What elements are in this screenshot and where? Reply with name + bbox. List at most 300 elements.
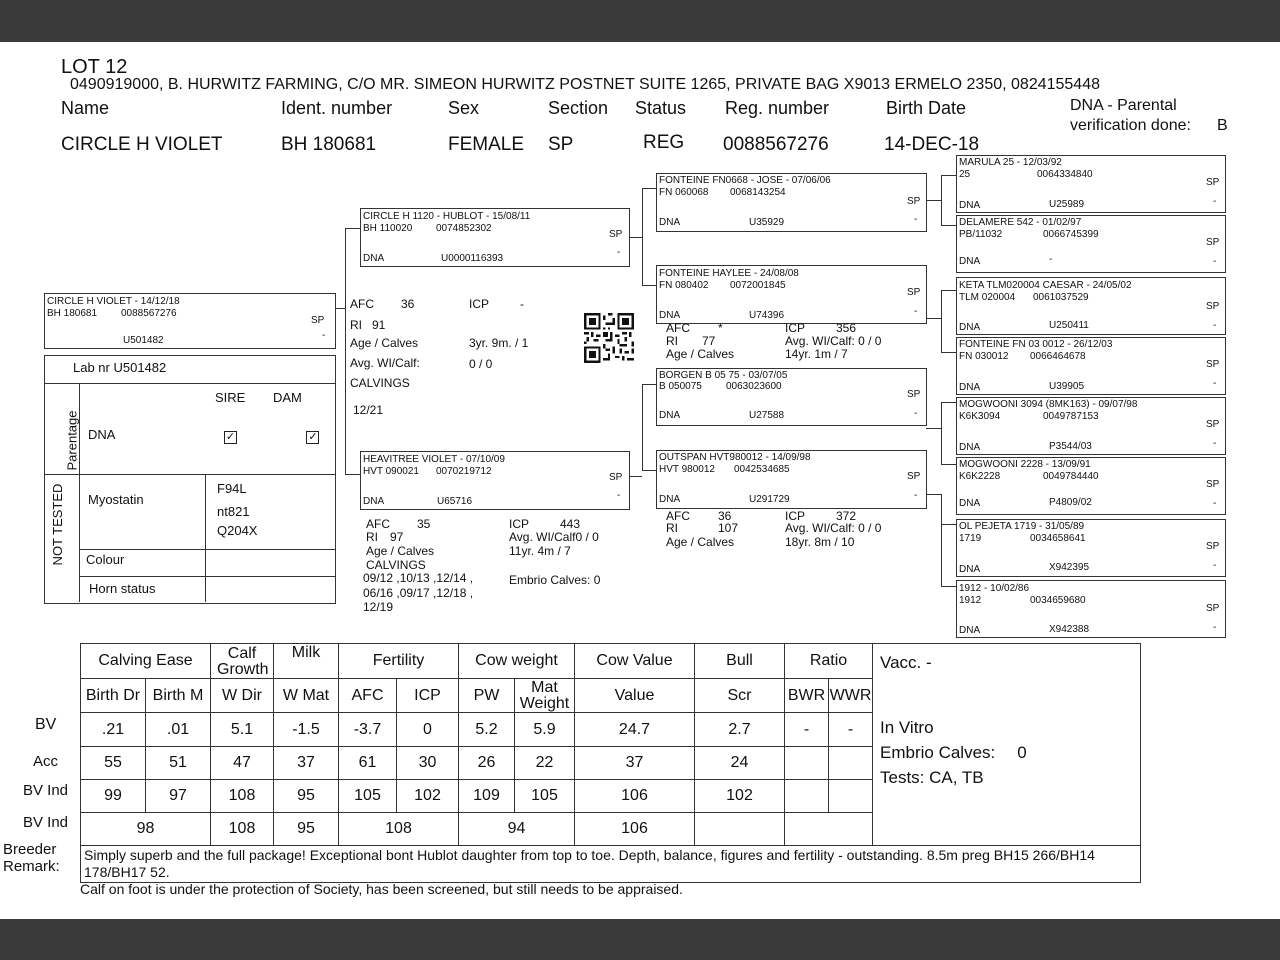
own-ri: 91 <box>372 318 386 332</box>
colour-label: Colour <box>86 552 125 567</box>
col-pw: PW <box>459 679 515 713</box>
group-cow-value: Cow Value <box>575 644 695 679</box>
ggp5-title: MOGWOONI 3094 (8MK163) - 09/07/98 <box>959 399 1138 410</box>
gd2-reg: 0042534685 <box>734 464 790 475</box>
connector <box>941 175 942 225</box>
ggp4-title: FONTEINE FN 03 0012 - 26/12/03 <box>959 339 1113 350</box>
ggp1-reg: 0064334840 <box>1037 169 1093 180</box>
header-section: Section <box>548 98 609 118</box>
ggp3-reg: 0061037529 <box>1033 292 1089 303</box>
connector <box>941 524 956 525</box>
gs1-title: FONTEINE FN0668 - JOSE - 07/06/06 <box>659 175 831 186</box>
bvind2-bull <box>695 813 785 846</box>
bvind-pw: 109 <box>459 780 515 813</box>
bvind2-calving-ease: 98 <box>81 813 211 846</box>
ggp-box-7 <box>956 519 1226 577</box>
gd2-dna-label: DNA <box>659 494 681 505</box>
ggp7-dash: - <box>1213 560 1217 571</box>
own-age-label: Age / Calves <box>350 336 419 350</box>
bv-scr: 2.7 <box>695 713 785 747</box>
footer-note: Calf on foot is under the protection of Society, has been screened, but still needs to be appraised. <box>80 881 683 897</box>
bv-birth-m: .01 <box>146 713 211 747</box>
myostatin-f94l: F94L <box>217 481 247 496</box>
lot-number: LOT 12 <box>61 56 128 78</box>
dam-age: 11yr. 4m / 7 <box>509 544 571 558</box>
ggp7-title: OL PEJETA 1719 - 31/05/89 <box>959 521 1085 532</box>
side-panel <box>873 644 1141 846</box>
ggp1-id: 25 <box>959 169 971 180</box>
ggp-box-5 <box>956 397 1226 455</box>
ggp6-dna: P4809/02 <box>1049 497 1092 508</box>
gd2-id: HVT 980012 <box>659 464 715 475</box>
divider <box>205 474 206 602</box>
ggp6-dash: - <box>1213 498 1217 509</box>
gs1-id: FN 060068 <box>659 187 709 198</box>
qr-code <box>583 313 635 363</box>
ggp7-sp: SP <box>1206 541 1220 552</box>
gd2-sp: SP <box>907 471 921 482</box>
bv-pw: 5.2 <box>459 713 515 747</box>
own-afc: 36 <box>401 297 415 311</box>
sire-dna: U0000116393 <box>441 253 504 264</box>
grandsire-1-box <box>656 173 927 232</box>
gd2-age: 18yr. 8m / 10 <box>785 535 855 549</box>
dam-embrio: Embrio Calves: 0 <box>509 573 601 587</box>
subject-dna: U501482 <box>123 335 164 346</box>
bv-wwr: - <box>829 713 873 747</box>
ggp8-title: 1912 - 10/02/86 <box>959 583 1030 594</box>
ggp-box-8 <box>956 580 1226 638</box>
acc-w-dir: 47 <box>211 747 274 780</box>
ggp5-reg: 0049787153 <box>1043 411 1099 422</box>
bvind-icp: 102 <box>397 780 459 813</box>
subject-sp: SP <box>311 315 325 326</box>
gs1-dna-label: DNA <box>659 217 681 228</box>
ggp8-dna: X942388 <box>1049 624 1090 635</box>
ggp-box-2 <box>956 215 1226 273</box>
breeder-label: Breeder <box>3 841 57 858</box>
ggp5-id: K6K3094 <box>959 411 1001 422</box>
sire-title: CIRCLE H 1120 - HUBLOT - 15/08/11 <box>363 211 531 222</box>
acc-wwr <box>829 747 873 780</box>
gd2-dna: U291729 <box>749 494 790 505</box>
gd1-ri: 77 <box>702 334 716 348</box>
dam-wi: Avg. WI/Calf0 / 0 <box>509 530 599 544</box>
header-birth: Birth Date <box>886 98 967 118</box>
gd2-afc: 36 <box>718 509 732 523</box>
gs2-dash: - <box>914 408 918 419</box>
bvind2-ratio <box>785 813 873 846</box>
granddam-1-box <box>656 265 927 324</box>
ggp7-reg: 0034658641 <box>1030 533 1086 544</box>
acc-afc: 61 <box>339 747 397 780</box>
col-value: Value <box>575 679 695 713</box>
dam-afc-label: AFC <box>366 517 390 531</box>
col-afc: AFC <box>339 679 397 713</box>
sire-pedigree-box <box>360 208 630 267</box>
header-dna-1: DNA - Parental <box>1070 97 1177 114</box>
header-sex: Sex <box>448 98 480 118</box>
ggp3-dna: U250411 <box>1049 320 1089 331</box>
bv-value: 24.7 <box>575 713 695 747</box>
lab-nr: Lab nr U501482 <box>73 360 167 375</box>
dam-afc: 35 <box>417 517 431 531</box>
lab-dna-label: DNA <box>88 427 116 442</box>
row-label-bv-ind: BV Ind <box>23 782 69 799</box>
own-wi: 0 / 0 <box>469 357 493 371</box>
myostatin-label: Myostatin <box>88 492 144 507</box>
ggp2-dna: - <box>1049 254 1053 265</box>
subject-id: BH 180681 <box>47 308 98 319</box>
animal-section: SP <box>548 134 574 155</box>
breeder-remark: Simply superb and the full package! Exceptional bont Hublot daughter from top to toe. Depth, balance, figures and fertility - outstanding. 8.5m preg BH15 266/BH14 178/BH17 52. <box>81 846 1141 883</box>
gd1-wi: Avg. WI/Calf: 0 / 0 <box>785 334 882 348</box>
connector <box>941 402 942 464</box>
bvind2-calf-growth: 108 <box>211 813 274 846</box>
col-birth-m: Birth M <box>146 679 211 713</box>
gd2-title: OUTSPAN HVT980012 - 14/09/98 <box>659 452 811 463</box>
connector <box>941 290 942 352</box>
own-icp: - <box>520 297 524 311</box>
bvind-mat-weight: 105 <box>515 780 575 813</box>
own-age: 3yr. 9m. / 1 <box>469 336 529 350</box>
ggp-box-1 <box>956 155 1226 213</box>
group-calf-growth-text: Calf Growth <box>217 645 269 678</box>
ggp2-title: DELAMERE 542 - 01/02/97 <box>959 217 1082 228</box>
ggp8-dna-label: DNA <box>959 625 981 636</box>
gd2-dash: - <box>914 490 918 501</box>
ggp1-dna: U25989 <box>1049 199 1085 210</box>
gd1-afc-label: AFC <box>666 321 690 335</box>
header-status: Status <box>635 98 687 118</box>
gd2-wi: Avg. WI/Calf: 0 / 0 <box>785 521 882 535</box>
parentage-label: Parentage <box>64 410 80 471</box>
embrio-calves-row <box>880 740 1140 765</box>
own-calvings-label: CALVINGS <box>350 376 410 390</box>
connector <box>926 428 941 429</box>
bv-mat-weight: 5.9 <box>515 713 575 747</box>
header-reg: Reg. number <box>725 98 830 118</box>
connector <box>629 237 642 238</box>
gd1-sp: SP <box>907 287 921 298</box>
ggp4-id: FN 030012 <box>959 351 1009 362</box>
remark-label: Remark: <box>3 858 60 875</box>
own-icp-label: ICP <box>469 297 490 311</box>
sire-dna-label: DNA <box>363 253 385 264</box>
granddam-2-box <box>656 450 927 509</box>
top-bar <box>0 0 1280 42</box>
ggp3-dna-label: DNA <box>959 322 981 333</box>
dam-dna: U65716 <box>437 496 473 507</box>
header-ident: Ident. number <box>281 98 393 118</box>
connector <box>941 352 956 353</box>
ggp6-reg: 0049784440 <box>1043 471 1099 482</box>
not-tested-label: NOT TESTED <box>50 483 65 566</box>
gs2-dna: U27588 <box>749 410 785 421</box>
ggp1-title: MARULA 25 - 12/03/92 <box>959 157 1062 168</box>
ggp3-id: TLM 020004 <box>959 292 1016 303</box>
gd1-afc: * <box>718 321 723 335</box>
gs1-dna: U35929 <box>749 217 785 228</box>
dam-ri-label: RI <box>366 530 378 544</box>
gd2-ri-label: RI <box>666 521 678 535</box>
connector <box>642 470 656 471</box>
gd2-age-label: Age / Calves <box>666 535 735 549</box>
gs2-sp: SP <box>907 389 921 400</box>
gd2-afc-label: AFC <box>666 509 690 523</box>
gd1-icp: 356 <box>836 321 857 335</box>
row-label-bv: BV <box>35 716 57 733</box>
bvind-birth-m: 97 <box>146 780 211 813</box>
ggp8-id: 1912 <box>959 595 982 606</box>
bv-birth-dr: .21 <box>81 713 146 747</box>
col-mat-weight <box>515 679 575 713</box>
ggp1-sp: SP <box>1206 177 1220 188</box>
ggp-box-6 <box>956 457 1226 515</box>
gs1-dash: - <box>914 214 918 225</box>
bvind2-milk: 95 <box>274 813 339 846</box>
dna-verified-value: B <box>1217 117 1228 134</box>
gd1-title: FONTEINE HAYLEE - 24/08/08 <box>659 268 799 279</box>
ggp5-dna-label: DNA <box>959 442 981 453</box>
connector <box>629 476 642 477</box>
gs1-sp: SP <box>907 196 921 207</box>
sire-sp: SP <box>609 229 623 240</box>
divider <box>44 474 335 475</box>
gd1-icp-label: ICP <box>785 321 806 335</box>
gd1-age-label: Age / Calves <box>666 347 735 361</box>
ggp2-id: PB/11032 <box>959 229 1003 240</box>
connector <box>926 494 941 495</box>
own-calvings: 12/21 <box>353 403 384 417</box>
connector <box>926 318 941 319</box>
embrio-calves-value: 0 <box>1017 743 1027 762</box>
ggp6-title: MOGWOONI 2228 - 13/09/91 <box>959 459 1091 470</box>
ggp2-sp: SP <box>1206 237 1220 248</box>
connector <box>941 586 956 587</box>
tests: Tests: CA, TB <box>880 768 984 787</box>
connector <box>345 228 346 474</box>
ggp5-dna: P3544/03 <box>1049 441 1092 452</box>
animal-ident: BH 180681 <box>281 134 377 155</box>
bvind-w-dir: 108 <box>211 780 274 813</box>
col-scr: Scr <box>695 679 785 713</box>
sire-reg: 0074852302 <box>436 223 492 234</box>
dam-calvings-1: 09/12 ,10/13 ,12/14 , <box>363 571 474 585</box>
ggp7-dna-label: DNA <box>959 564 981 575</box>
gd1-dna-label: DNA <box>659 310 681 321</box>
connector <box>642 384 656 385</box>
col-bwr: BWR <box>785 679 829 713</box>
gs2-reg: 0063023600 <box>726 381 782 392</box>
group-ratio: Ratio <box>785 644 873 679</box>
bv-bwr: - <box>785 713 829 747</box>
bv-w-dir: 5.1 <box>211 713 274 747</box>
divider <box>79 576 335 577</box>
bv-afc: -3.7 <box>339 713 397 747</box>
connector <box>345 228 360 229</box>
gd1-dash: - <box>914 306 918 317</box>
col-birth-dr: Birth Dr <box>81 679 146 713</box>
ggp1-dash: - <box>1213 196 1217 207</box>
bvind-afc: 105 <box>339 780 397 813</box>
ggp4-dash: - <box>1213 378 1217 389</box>
ggp6-id: K6K2228 <box>959 471 1001 482</box>
ggp4-dna: U39905 <box>1049 381 1085 392</box>
gd2-icp: 372 <box>836 509 857 523</box>
group-milk: Milk <box>274 644 339 679</box>
dam-reg: 0070219712 <box>436 466 492 477</box>
dam-calvings-3: 12/19 <box>363 600 394 614</box>
ggp2-dna-label: DNA <box>959 256 981 267</box>
dam-calvings-label: CALVINGS <box>366 558 426 572</box>
bvind2-cow-value: 106 <box>575 813 695 846</box>
acc-birth-m: 51 <box>146 747 211 780</box>
ggp7-dna: X942395 <box>1049 562 1090 573</box>
connector <box>642 188 656 189</box>
ggp8-sp: SP <box>1206 603 1220 614</box>
connector <box>941 494 942 586</box>
grandsire-2-box <box>656 368 927 426</box>
owner-line: 0490919000, B. HURWITZ FARMING, C/O MR. SIMEON HURWITZ POSTNET SUITE 1265, PRIVATE BAG X9013 ERMELO 2350, 0824155448 <box>70 76 1100 93</box>
ggp3-dash: - <box>1213 320 1217 331</box>
animal-sex: FEMALE <box>448 134 525 155</box>
bv-w-mat: -1.5 <box>274 713 339 747</box>
acc-pw: 26 <box>459 747 515 780</box>
gd1-age: 14yr. 1m / 7 <box>785 347 848 361</box>
sire-id: BH 110020 <box>363 223 413 234</box>
subject-title: CIRCLE H VIOLET - 14/12/18 <box>47 296 180 307</box>
dam-ri: 97 <box>390 530 404 544</box>
row-label-bv-ind-2: BV Ind <box>23 814 69 831</box>
group-calving-ease: Calving Ease <box>81 644 211 679</box>
col-w-dir: W Dir <box>211 679 274 713</box>
animal-birth: 14-DEC-18 <box>884 134 980 155</box>
myostatin-nt821: nt821 <box>217 504 250 519</box>
header-name: Name <box>61 98 110 118</box>
acc-birth-dr: 55 <box>81 747 146 780</box>
gd1-reg: 0072001845 <box>730 280 786 291</box>
ggp2-dash: - <box>1213 256 1217 267</box>
connector <box>941 290 956 291</box>
dam-sp: SP <box>609 472 623 483</box>
gs2-id: B 050075 <box>659 381 702 392</box>
bv-icp: 0 <box>397 713 459 747</box>
subject-dash: - <box>322 330 326 341</box>
ggp6-sp: SP <box>1206 479 1220 490</box>
connector <box>345 474 360 475</box>
animal-reg: 0088567276 <box>723 134 829 155</box>
animal-name: CIRCLE H VIOLET <box>61 134 223 155</box>
dam-age-label: Age / Calves <box>366 544 435 558</box>
dam-dna-checkbox: ✓ <box>308 431 318 443</box>
lab-dam-header: DAM <box>273 390 302 405</box>
gs2-dna-label: DNA <box>659 410 681 421</box>
ggp2-reg: 0066745399 <box>1043 229 1099 240</box>
ggp-box-4 <box>956 337 1226 395</box>
acc-bwr <box>785 747 829 780</box>
dam-dash: - <box>617 490 621 501</box>
group-calf-growth <box>211 644 274 679</box>
divider <box>79 549 335 550</box>
own-afc-label: AFC <box>350 297 374 311</box>
col-wwr: WWR <box>829 679 873 713</box>
ggp8-dash: - <box>1213 622 1217 633</box>
row-label-acc: Acc <box>33 753 59 770</box>
dam-calvings-2: 06/16 ,09/17 ,12/18 , <box>363 586 474 600</box>
in-vitro: In Vitro <box>880 718 934 737</box>
gd1-id: FN 080402 <box>659 280 709 291</box>
breeding-values-table <box>80 643 1141 883</box>
ggp4-dna-label: DNA <box>959 382 981 393</box>
bvind-birth-dr: 99 <box>81 780 146 813</box>
ggp6-dna-label: DNA <box>959 498 981 509</box>
ggp3-sp: SP <box>1206 301 1220 312</box>
group-cow-weight: Cow weight <box>459 644 575 679</box>
horn-status-label: Horn status <box>89 581 156 596</box>
ggp4-reg: 0066464678 <box>1030 351 1086 362</box>
connector <box>941 175 956 176</box>
ggp-box-3 <box>956 277 1226 335</box>
connector <box>335 308 345 309</box>
gd2-ri: 107 <box>718 521 739 535</box>
col-mat-weight-text: Mat Weight <box>519 678 570 712</box>
dam-icp-label: ICP <box>509 517 530 531</box>
acc-value: 37 <box>575 747 695 780</box>
ggp3-title: KETA TLM020004 CAESAR - 24/05/02 <box>959 280 1132 291</box>
subject-reg: 0088567276 <box>121 308 177 319</box>
dam-id: HVT 090021 <box>363 466 419 477</box>
divider <box>44 383 335 384</box>
dam-title: HEAVITREE VIOLET - 07/10/09 <box>363 454 505 465</box>
dam-dna-label: DNA <box>363 496 385 507</box>
bvind-w-mat: 95 <box>274 780 339 813</box>
gs2-title: BORGEN B 05 75 - 03/07/05 <box>659 370 788 381</box>
bvind-scr: 102 <box>695 780 785 813</box>
connector <box>926 200 941 201</box>
connector <box>941 402 956 403</box>
ggp4-sp: SP <box>1206 359 1220 370</box>
connector <box>941 225 956 226</box>
bvind-wwr <box>829 780 873 813</box>
connector <box>642 285 656 286</box>
ggp7-id: 1719 <box>959 533 982 544</box>
acc-scr: 24 <box>695 747 785 780</box>
bvind2-fertility: 108 <box>339 813 459 846</box>
connector <box>642 188 643 285</box>
myostatin-q204x: Q204X <box>217 523 258 538</box>
bvind-bwr <box>785 780 829 813</box>
ggp8-reg: 0034659680 <box>1030 595 1086 606</box>
col-icp: ICP <box>397 679 459 713</box>
bottom-bar <box>0 919 1280 960</box>
connector <box>941 464 956 465</box>
header-dna-2: verification done: <box>1070 117 1191 134</box>
animal-status: REG <box>643 132 685 153</box>
dam-icp: 443 <box>560 517 581 531</box>
bvind2-cow-weight: 94 <box>459 813 575 846</box>
ggp1-dna-label: DNA <box>959 200 981 211</box>
gd1-ri-label: RI <box>666 334 678 348</box>
gs1-reg: 0068143254 <box>730 187 786 198</box>
sire-dash: - <box>617 247 621 258</box>
acc-mat-weight: 22 <box>515 747 575 780</box>
sire-dna-checkbox: ✓ <box>225 431 236 443</box>
group-fertility: Fertility <box>339 644 459 679</box>
subject-pedigree-box <box>44 293 336 349</box>
acc-w-mat: 37 <box>274 747 339 780</box>
ggp5-sp: SP <box>1206 419 1220 430</box>
